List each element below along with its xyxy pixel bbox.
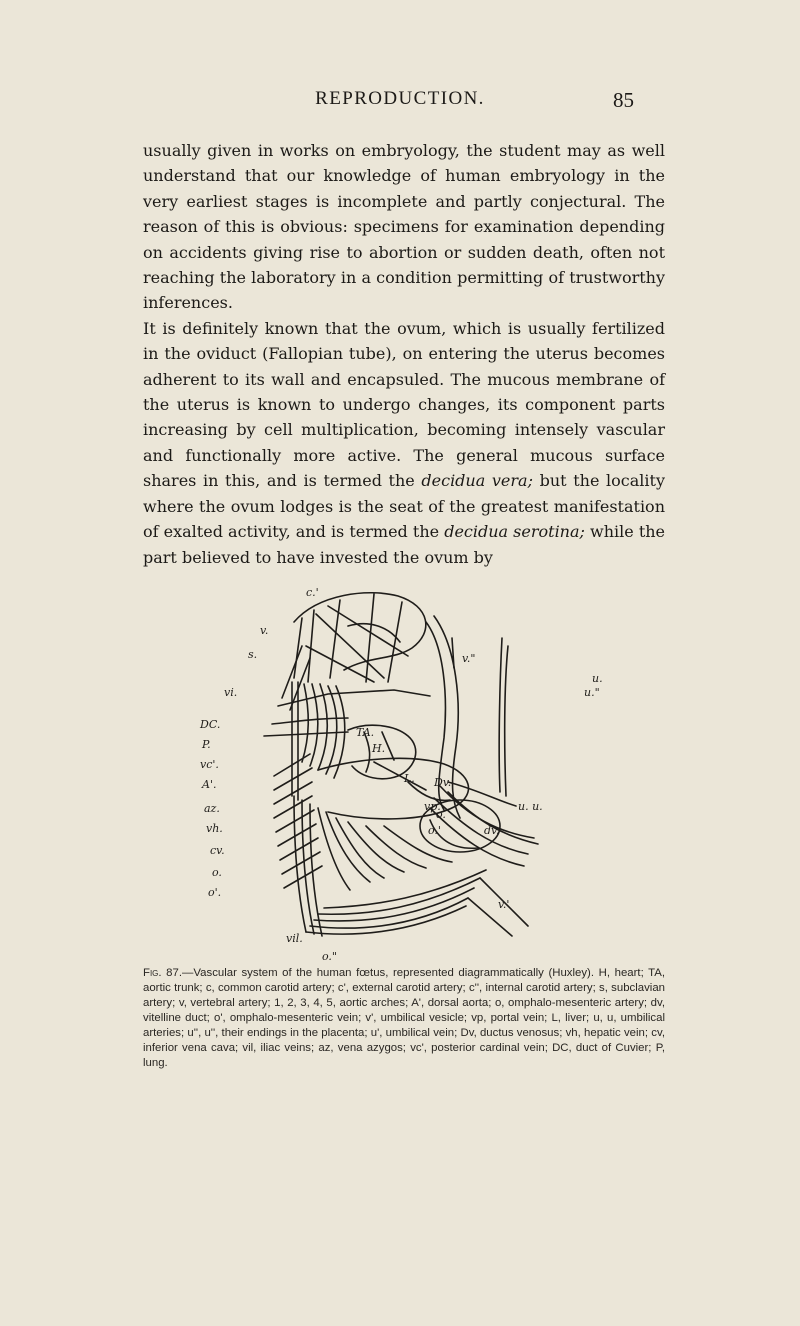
paragraph-2-text-a: It is definitely known that the ovum, which is usually fertilized in the oviduct (Fallopian tube), on entering the uterus becomes adherent to its wall and encapsuled. The mucous membrane of the uterus is known to undergo changes, its component parts increasing by cell multiplication, becoming intensely vascular and functionally more active. The general mucous surface shares in this, and is termed the bbox=[143, 318, 665, 491]
figure-caption bbox=[143, 966, 665, 1071]
term-decidua-vera: decidua vera; bbox=[421, 471, 533, 491]
label-o: o. bbox=[212, 866, 222, 879]
label-o-prime: o'. bbox=[208, 886, 222, 899]
label-v-double: v." bbox=[462, 652, 476, 665]
label-vp: vp. bbox=[424, 800, 441, 813]
label-az: az. bbox=[204, 802, 220, 815]
figure-number: Fig. 87. bbox=[143, 967, 183, 979]
fetal-circulation-figure bbox=[198, 586, 618, 966]
label-u-sup: u. bbox=[592, 672, 603, 685]
label-u-double: u." bbox=[584, 686, 600, 699]
label-H: H. bbox=[372, 742, 386, 755]
label-c-prime: c.' bbox=[306, 586, 319, 599]
label-v-prime: v.' bbox=[498, 898, 510, 911]
page-number: 85 bbox=[613, 88, 634, 112]
label-dv: dv. bbox=[484, 824, 500, 837]
paragraph-1: usually given in works on embryology, the student may as well understand that our knowledge of human embryology in the very earliest stages is incomplete and partly conjectural. The reason of this is obvious: specimens for examination depending on accidents giving rise to abortion or sudden death, often not reaching the laboratory in a condition permitting of trustworthy inferences. bbox=[143, 141, 665, 313]
carotid-loop bbox=[294, 593, 426, 670]
paragraph-2 bbox=[143, 316, 665, 570]
label-A-prime: A'. bbox=[202, 778, 217, 791]
body-text bbox=[143, 138, 665, 570]
label-cv: cv. bbox=[210, 844, 225, 857]
label-s: s. bbox=[248, 648, 258, 661]
label-o-inner: o. bbox=[436, 808, 446, 821]
label-vi: vi. bbox=[224, 686, 238, 699]
label-vh: vh. bbox=[206, 822, 223, 835]
label-Dv: Dv. bbox=[434, 776, 452, 789]
label-TA: TA. bbox=[356, 726, 375, 739]
label-v: v. bbox=[260, 624, 269, 637]
label-o-prime-inner: o.' bbox=[428, 824, 441, 837]
caption-text: —Vascular system of the human fœtus, represented diagrammatically (Huxley). H, heart; TA, aortic trunk; c, common carotid artery; c', external carotid artery; c'', internal carotid artery; s, subclavian artery; v, vertebral artery; 1, 2, 3, 4, 5, aortic arches; A', dorsal aorta; o, omphalo-mesenteric artery; dv, vitelline duct; o', omphalo-mesenteric vein; v', umbilical vesicle; vp, portal vein; L, liver; u, u, umbilical arteries; u'', u'', their endings in the placenta; u', umbilical vein; Dv, ductus venosus; vh, hepatic vein; cv, inferior vena cava; vil, iliac veins; az, vena azygos; vc', posterior cardinal vein; DC, duct of Cuvier; P, lung. bbox=[143, 967, 666, 1069]
running-head bbox=[0, 88, 800, 114]
label-o-double: o." bbox=[322, 950, 337, 963]
label-vc-prime: vc'. bbox=[200, 758, 219, 771]
label-uu: u. u. bbox=[518, 800, 543, 813]
paragraph-2-text-c: while the part believed to have invested the ovum by bbox=[143, 522, 666, 567]
label-vil: vil. bbox=[286, 932, 303, 945]
label-L: L. bbox=[404, 772, 415, 785]
label-P: P. bbox=[202, 738, 211, 751]
term-decidua-serotina: decidua serotina; bbox=[444, 522, 585, 542]
label-DC: DC. bbox=[200, 718, 221, 731]
paragraph-2-text-b: but the locality where the ovum lodges is the seat of the greatest manifestation of exalted activity, and is termed the bbox=[143, 471, 665, 542]
running-title: REPRODUCTION. bbox=[315, 88, 485, 109]
